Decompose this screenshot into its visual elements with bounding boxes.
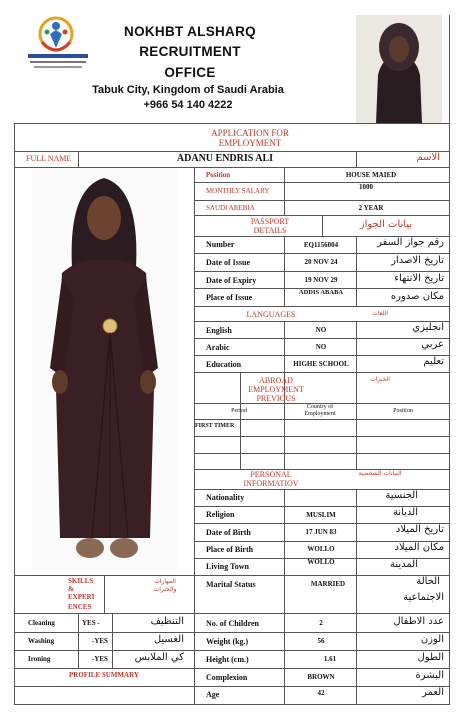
salary-value: 1000	[359, 183, 373, 191]
education-label: Education	[206, 360, 242, 369]
first-timer-cell: FIRST TIMER	[195, 423, 235, 429]
full-name-label: FULL NAME	[26, 154, 72, 163]
place-of-issue-ar: مكان صدوره	[390, 291, 444, 302]
arabic-ar: عربي	[421, 339, 444, 350]
living-town-ar: المدينة	[389, 559, 418, 570]
skill-ironing-value: -YES	[92, 655, 108, 663]
education-value: HIGHE SCHOOL	[293, 360, 349, 368]
passport-title-line1: PASSPORT	[250, 217, 290, 226]
skills-title-line4: ENCES	[68, 603, 92, 611]
height-value: 1.61	[323, 655, 337, 663]
salary-label: MONTHLY SALARY	[206, 187, 270, 195]
education-ar: تعليم	[423, 356, 444, 367]
skill-cleaning-label: Cleaning	[28, 619, 55, 627]
religion-ar: الديانة	[392, 507, 418, 518]
marital-status-ar-line2: الاجتماعية	[403, 592, 444, 603]
dob-label: Date of Birth	[206, 528, 251, 537]
arabic-label: Arabic	[206, 343, 230, 352]
marital-status-value: MARRIED	[310, 580, 346, 588]
expiry-date-ar: تاريخ الانتهاء	[394, 273, 444, 284]
skill-washing-label: Washing	[28, 637, 55, 645]
age-value: 42	[317, 689, 325, 697]
applicant-full-body-photo	[32, 168, 177, 570]
marital-status-ar-line1: الحالة	[416, 576, 440, 587]
abroad-title-line1: ABROAD	[259, 376, 293, 385]
form-title-line2: EMPLOYMENT	[218, 138, 282, 148]
children-label: No. of Children	[206, 619, 259, 628]
nationality-ar: الجنسية	[385, 490, 418, 501]
weight-value: 56	[317, 637, 325, 645]
col-position: Position	[393, 408, 413, 414]
place-of-birth-ar: مكان الميلاد	[394, 542, 444, 553]
col-country-line1: Country of	[306, 404, 334, 410]
col-period: Period	[231, 408, 247, 414]
contract-label: SAUDI AREBIA	[206, 204, 255, 212]
children-value: 2	[319, 619, 323, 627]
abroad-title-line2: EMPLOYMENT	[248, 385, 304, 394]
full-name-value: ADANU ENDRIS ALI	[176, 153, 274, 164]
passport-number-label: Number	[206, 240, 235, 249]
weight-ar: الوزن	[420, 634, 444, 645]
place-of-birth-value: WOLLO	[307, 545, 335, 553]
skills-title-line2: &	[68, 585, 74, 593]
children-ar: عدد الاطفال	[393, 616, 444, 627]
marital-status-label: Marital Status	[206, 580, 256, 589]
religion-label: Religion	[206, 510, 235, 519]
full-name-ar: الاسم	[416, 152, 440, 163]
skills-title-line3: EXPERI	[68, 593, 95, 601]
personal-title-line2: INFORMATIOV	[243, 479, 299, 488]
place-of-issue-label: Place of Issue	[206, 293, 253, 302]
age-label: Age	[206, 690, 220, 699]
personal-title-ar: البيانات الشخصية	[358, 470, 402, 477]
skill-ironing-ar: كي الملابس	[134, 652, 184, 663]
profile-summary-title: PROFILE SUMMARY	[69, 671, 139, 679]
english-ar: انجليزي	[412, 322, 444, 333]
place-of-issue-value: ADDIS ABABA	[298, 289, 344, 296]
passport-number-value: EQ1156004	[303, 241, 339, 249]
height-ar: الطول	[417, 652, 444, 663]
company-name-line2: RECRUITMENT	[139, 44, 241, 59]
passport-title-line2: DETAILS	[253, 226, 287, 235]
languages-title-ar: اللغات	[372, 310, 388, 317]
weight-label: Weight (kg.)	[206, 637, 249, 646]
languages-title: LANGUAGES	[246, 310, 296, 319]
abroad-title-ar: الخبرات	[370, 376, 390, 383]
company-name-line3: OFFICE	[164, 65, 216, 80]
english-label: English	[206, 326, 232, 335]
expiry-date-label: Date of Expiry	[206, 276, 257, 285]
height-label: Height (cm.)	[206, 655, 249, 664]
skill-cleaning-value: YES -	[82, 619, 100, 627]
arabic-value: NO	[315, 343, 327, 351]
contract-value: 2 YEAR	[358, 204, 384, 212]
age-ar: العمر	[422, 687, 444, 698]
nationality-label: Nationality	[206, 493, 245, 502]
issue-date-ar: تاريخ الاصدار	[391, 255, 444, 266]
expiry-date-value: 19 NOV 29	[304, 276, 338, 284]
passport-title-ar: بيانات الجواز	[359, 219, 413, 230]
form-title-line1: APPLICATION FOR	[211, 128, 289, 138]
complexion-label: Complexion	[206, 673, 248, 682]
dob-ar: تاريخ الميلاد	[395, 524, 444, 535]
company-phone: +966 54 140 4222	[143, 99, 233, 111]
skill-washing-value: -YES	[92, 637, 108, 645]
living-town-value: WOLLO	[307, 558, 335, 566]
company-name-line1: NOKHBT ALSHARQ	[124, 24, 256, 39]
complexion-value: BROWN	[307, 673, 335, 681]
issue-date-label: Date of Issue	[206, 258, 250, 267]
place-of-birth-label: Place of Birth	[206, 545, 254, 554]
skills-title-ar-line2: والخبرات	[153, 586, 177, 593]
company-location: Tabuk City, Kingdom of Saudi Arabia	[92, 84, 284, 96]
english-value: NO	[315, 326, 327, 334]
abroad-title-line3: PREVIOUS	[256, 394, 296, 403]
col-country-line2: Employment	[304, 411, 336, 417]
personal-title-line1: PERSONAL	[250, 470, 292, 479]
religion-value: MUSLIM	[306, 511, 336, 519]
applicant-portrait-photo	[356, 15, 442, 123]
issue-date-value: 20 NOV 24	[304, 258, 338, 266]
skill-washing-ar: الغسيل	[153, 634, 184, 645]
living-town-label: Living Town	[206, 562, 249, 571]
position-label: Position	[206, 171, 231, 179]
skills-title-line1: SKILLS	[68, 577, 94, 585]
skills-title-ar-line1: المهارات	[154, 578, 176, 585]
passport-number-ar: رقم جواز السفر	[377, 237, 444, 248]
position-value: HOUSE MAIED	[345, 171, 397, 179]
skill-ironing-label: Ironing	[28, 655, 51, 663]
skill-cleaning-ar: التنظيف	[150, 616, 184, 627]
complexion-ar: البشرة	[415, 670, 444, 681]
dob-value: 17 JUN 83	[305, 528, 337, 536]
